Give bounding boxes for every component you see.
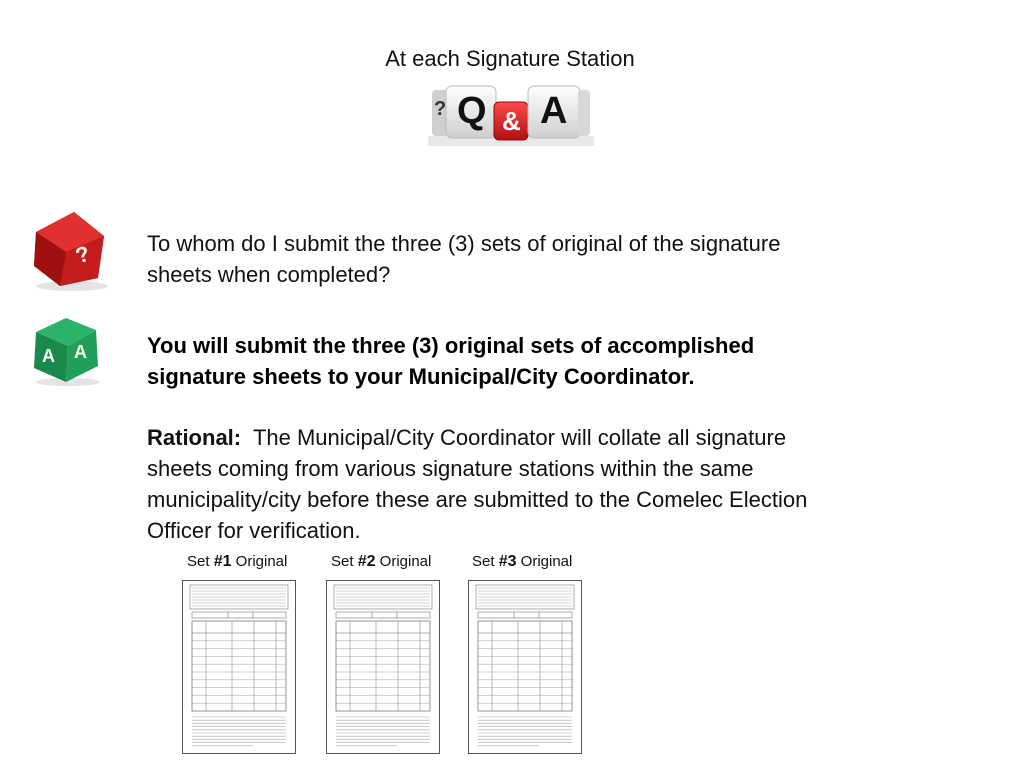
set-3-number: #3	[498, 553, 517, 570]
set-1-prefix: Set	[187, 553, 210, 570]
rationale-text: The Municipal/City Coordinator will collate all signature sheets coming from various signature stations within the same municipality/city before these are submitted to the Comelec Election Officer for verification.	[147, 425, 808, 543]
answer-die-glyph-left: A	[42, 346, 55, 366]
rationale-label: Rational:	[147, 425, 242, 450]
set-2-label	[331, 553, 431, 571]
set-1-number: #1	[213, 553, 232, 570]
set-1-label	[187, 553, 287, 571]
set-3-label	[472, 553, 572, 571]
question-die-icon	[26, 206, 114, 292]
question-die-glyph: ?	[72, 240, 93, 269]
signature-sheet-thumbnail-3	[468, 580, 582, 754]
logo-q-letter: Q	[457, 90, 487, 132]
set-1-suffix: Original	[235, 553, 288, 570]
set-2-prefix: Set	[331, 553, 354, 570]
rationale-paragraph	[147, 422, 827, 546]
set-3-prefix: Set	[472, 553, 495, 570]
set-2-suffix: Original	[379, 553, 432, 570]
answer-die-icon	[30, 316, 104, 386]
set-3-suffix: Original	[520, 553, 573, 570]
answer-die-glyph-right: A	[74, 342, 87, 362]
signature-sheet-thumbnail-2	[326, 580, 440, 754]
slide-title: At each Signature Station	[385, 46, 635, 71]
logo-ampersand: &	[502, 106, 521, 136]
signature-sheet-thumbnail-1	[182, 580, 296, 754]
answer-text: You will submit the three (3) original sets of accomplished signature sheets to your Municipal/City Coordinator.	[147, 333, 755, 389]
question-text: To whom do I submit the three (3) sets of original of the signature sheets when completed?	[147, 231, 781, 287]
logo-a-letter: A	[540, 90, 568, 132]
set-2-number: #2	[357, 553, 376, 570]
qa-dice-logo	[428, 84, 594, 146]
logo-question-glyph: ?	[434, 98, 447, 120]
